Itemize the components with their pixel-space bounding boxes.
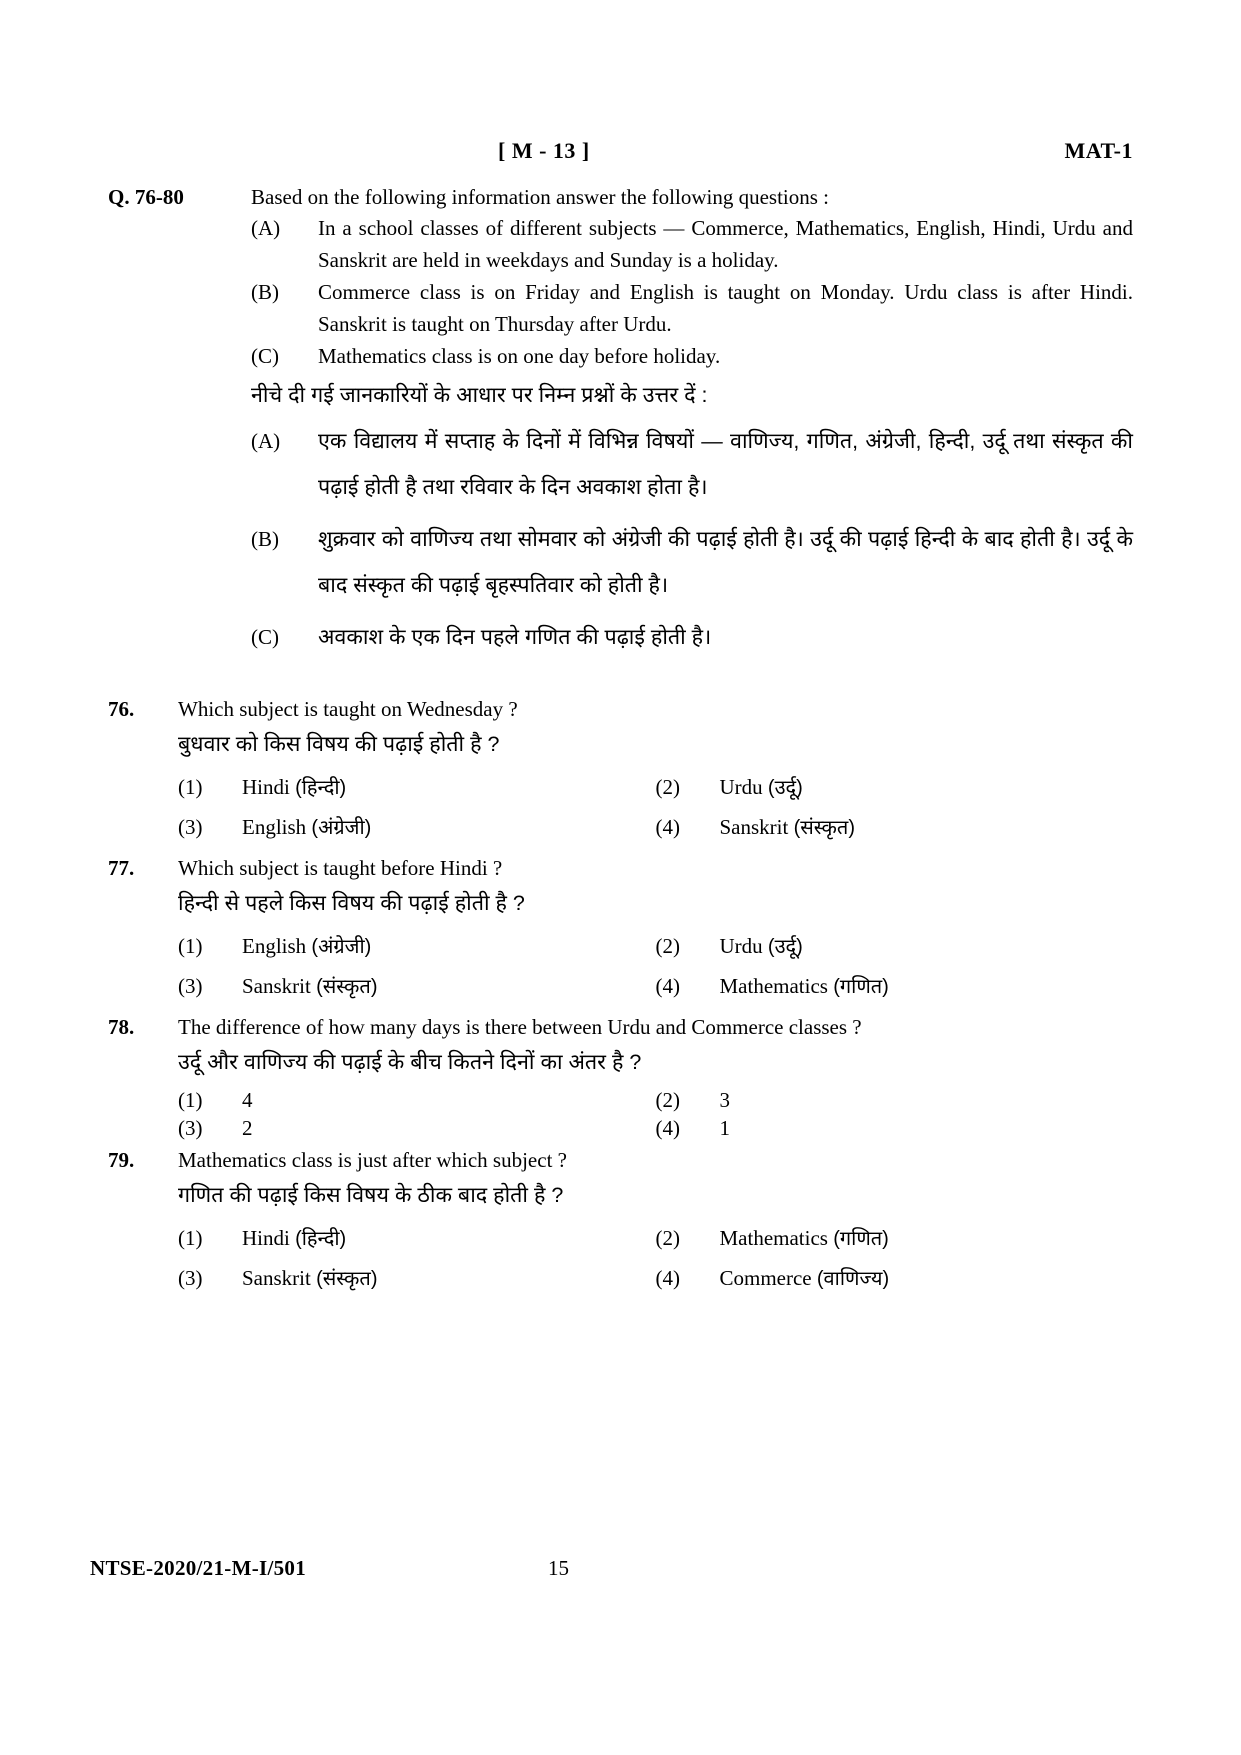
option-row (178, 972, 1133, 1001)
option-key: (3) (178, 1266, 203, 1290)
question-79 (108, 1145, 1133, 1293)
option-label-en: Sanskrit (719, 815, 794, 839)
option-key: (4) (655, 1266, 680, 1290)
option-row (178, 1115, 1133, 1141)
statement-hindi-c (251, 614, 1133, 660)
page-number: 15 (548, 1556, 569, 1580)
option-label-hi: (हिन्दी) (295, 1228, 347, 1250)
option-label-en: Urdu (719, 934, 768, 958)
question-76 (108, 694, 1133, 842)
question-number: 76. (108, 697, 135, 721)
statement-text: In a school classes of different subjects — Commerce, Mathematics, English, Hindi, Urdu and Sanskrit are held in weekdays and Sunday is a holiday. (318, 216, 1133, 272)
statement-text: Mathematics class is on one day before holiday. (318, 344, 721, 368)
option-row (178, 1264, 1133, 1293)
option-label (720, 1264, 890, 1293)
question-text-wrap (178, 694, 1133, 763)
statement-key: (A) (251, 216, 281, 240)
question-head (108, 694, 1133, 763)
option-label (720, 932, 803, 961)
option-label-hi: (संस्कृत) (316, 976, 378, 998)
question-77 (108, 853, 1133, 1001)
option-label-hi: (उर्दू) (767, 777, 803, 799)
option-label (720, 972, 889, 1001)
directions-lead-english: Based on the following information answer the following questions : (251, 185, 829, 209)
option-label-hi: (अंग्रेजी) (311, 936, 372, 958)
option-4[interactable] (656, 813, 1134, 842)
question-text-hindi: हिन्दी से पहले किस विषय की पढ़ाई होती है ? (178, 891, 525, 915)
option-3[interactable] (178, 1264, 656, 1293)
directions-heading (108, 182, 1133, 212)
option-label-hi: (गणित) (833, 976, 889, 998)
question-head (108, 853, 1133, 922)
page-header (108, 138, 1133, 168)
option-label-en: English (242, 815, 312, 839)
option-key: (4) (655, 815, 680, 839)
question-head (108, 1012, 1133, 1081)
options-list (178, 932, 1133, 1001)
option-1[interactable] (178, 1224, 656, 1253)
option-key: (2) (655, 1088, 680, 1112)
options-list (178, 1087, 1133, 1141)
option-key: (2) (655, 1226, 680, 1250)
statement-key: (B) (251, 527, 279, 551)
question-text-english: Which subject is taught on Wednesday ? (178, 697, 518, 721)
statement-text: अवकाश के एक दिन पहले गणित की पढ़ाई होती है। (318, 625, 712, 649)
option-2[interactable] (656, 1087, 1134, 1113)
statement-hindi-b (251, 516, 1133, 608)
option-label-hi: (उर्दू) (767, 936, 803, 958)
option-label-en: English (242, 934, 312, 958)
question-text-hindi: बुधवार को किस विषय की पढ़ाई होती है ? (178, 732, 500, 756)
question-78 (108, 1012, 1133, 1141)
option-1[interactable] (178, 932, 656, 961)
option-label-en: Sanskrit (242, 1266, 317, 1290)
paper-reference-code: NTSE-2020/21-M-I/501 (90, 1556, 306, 1580)
statement-english-b (251, 276, 1133, 340)
option-label (242, 1115, 253, 1141)
page-content (108, 182, 1133, 1304)
option-key: (1) (178, 934, 203, 958)
statement-text: शुक्रवार को वाणिज्य तथा सोमवार को अंग्रेजी की पढ़ाई होती है। उर्दू की पढ़ाई हिन्दी के बाद होती है। उर्दू के बाद संस्कृत की पढ़ाई बृहस्पतिवार को होती है। (318, 527, 1133, 597)
option-label-en: Sanskrit (242, 974, 317, 998)
option-4[interactable] (656, 1264, 1134, 1293)
option-row (178, 932, 1133, 961)
option-key: (1) (178, 1226, 203, 1250)
option-key: (1) (178, 1088, 203, 1112)
option-label-en: 2 (242, 1116, 253, 1140)
question-head (108, 1145, 1133, 1214)
option-3[interactable] (178, 972, 656, 1001)
option-2[interactable] (656, 1224, 1134, 1253)
statement-text: Commerce class is on Friday and English is taught on Monday. Urdu class is after Hindi. Sanskrit is taught on Thursday after Urdu. (318, 280, 1133, 336)
question-text-wrap (178, 1145, 1133, 1214)
option-label-hi: (संस्कृत) (793, 817, 855, 839)
option-label (242, 1224, 346, 1253)
option-label-hi: (गणित) (833, 1228, 889, 1250)
option-label (720, 1087, 731, 1113)
statement-english-c (251, 340, 1133, 372)
question-number: 78. (108, 1015, 135, 1039)
option-label-en: Hindi (242, 775, 296, 799)
question-text-english: The difference of how many days is there between Urdu and Commerce classes ? (178, 1015, 862, 1039)
option-label (242, 1087, 253, 1113)
option-row (178, 773, 1133, 802)
paper-series: MAT-1 (1064, 138, 1133, 163)
option-key: (3) (178, 815, 203, 839)
option-key: (3) (178, 974, 203, 998)
option-key: (3) (178, 1116, 203, 1140)
directions-label: Q. 76-80 (108, 185, 184, 209)
option-row (178, 813, 1133, 842)
statement-key: (A) (251, 429, 281, 453)
option-3[interactable] (178, 1115, 656, 1141)
statement-text: एक विद्यालय में सप्ताह के दिनों में विभिन्न विषयों — वाणिज्य, गणित, अंग्रेजी, हिन्दी, उर्दू तथा संस्कृत की पढ़ाई होती है तथा रविवार के दिन अवकाश होता है। (318, 429, 1133, 499)
question-text-english: Mathematics class is just after which subject ? (178, 1148, 567, 1172)
option-label (720, 813, 855, 842)
option-label-en: Urdu (719, 775, 768, 799)
question-number: 77. (108, 856, 135, 880)
option-label (242, 932, 371, 961)
option-label-en: Hindi (242, 1226, 296, 1250)
option-2[interactable] (656, 932, 1134, 961)
option-key: (2) (655, 775, 680, 799)
option-label-en: 1 (719, 1116, 730, 1140)
option-label (720, 1115, 731, 1141)
option-label-hi: (वाणिज्य) (816, 1268, 890, 1290)
page-footer (90, 1556, 1140, 1586)
option-key: (4) (655, 1116, 680, 1140)
question-text-hindi: गणित की पढ़ाई किस विषय के ठीक बाद होती है ? (178, 1183, 564, 1207)
option-label-en: Commerce (719, 1266, 817, 1290)
option-key: (4) (655, 974, 680, 998)
option-label-hi: (हिन्दी) (295, 777, 347, 799)
statement-key: (B) (251, 280, 279, 304)
option-label-en: Mathematics (719, 1226, 834, 1250)
paper-code: [ M - 13 ] (498, 138, 590, 163)
option-label (242, 972, 377, 1001)
question-number: 79. (108, 1148, 135, 1172)
option-label (720, 1224, 889, 1253)
option-1[interactable] (178, 1087, 656, 1113)
option-1[interactable] (178, 773, 656, 802)
option-label-en: Mathematics (719, 974, 834, 998)
option-4[interactable] (656, 972, 1134, 1001)
option-3[interactable] (178, 813, 656, 842)
option-label (242, 1264, 377, 1293)
question-text-hindi: उर्दू और वाणिज्य की पढ़ाई के बीच कितने दिनों का अंतर है ? (178, 1050, 642, 1074)
option-row (178, 1087, 1133, 1113)
option-label-en: 3 (719, 1088, 730, 1112)
option-label (720, 773, 803, 802)
statement-hindi-a (251, 418, 1133, 510)
directions-lead-hindi: नीचे दी गई जानकारियों के आधार पर निम्न प्रश्नों के उत्तर दें : (251, 383, 708, 407)
option-2[interactable] (656, 773, 1134, 802)
options-list (178, 773, 1133, 842)
option-4[interactable] (656, 1115, 1134, 1141)
option-label-hi: (अंग्रेजी) (311, 817, 372, 839)
option-label-hi: (संस्कृत) (316, 1268, 378, 1290)
option-row (178, 1224, 1133, 1253)
options-list (178, 1224, 1133, 1293)
option-key: (2) (655, 934, 680, 958)
option-label (242, 773, 346, 802)
option-label-en: 4 (242, 1088, 253, 1112)
statement-key: (C) (251, 344, 279, 368)
statement-english-a (251, 212, 1133, 276)
option-label (242, 813, 371, 842)
question-text-wrap (178, 853, 1133, 922)
question-text-wrap (178, 1012, 1133, 1081)
question-text-english: Which subject is taught before Hindi ? (178, 856, 503, 880)
statement-key: (C) (251, 625, 279, 649)
option-key: (1) (178, 775, 203, 799)
